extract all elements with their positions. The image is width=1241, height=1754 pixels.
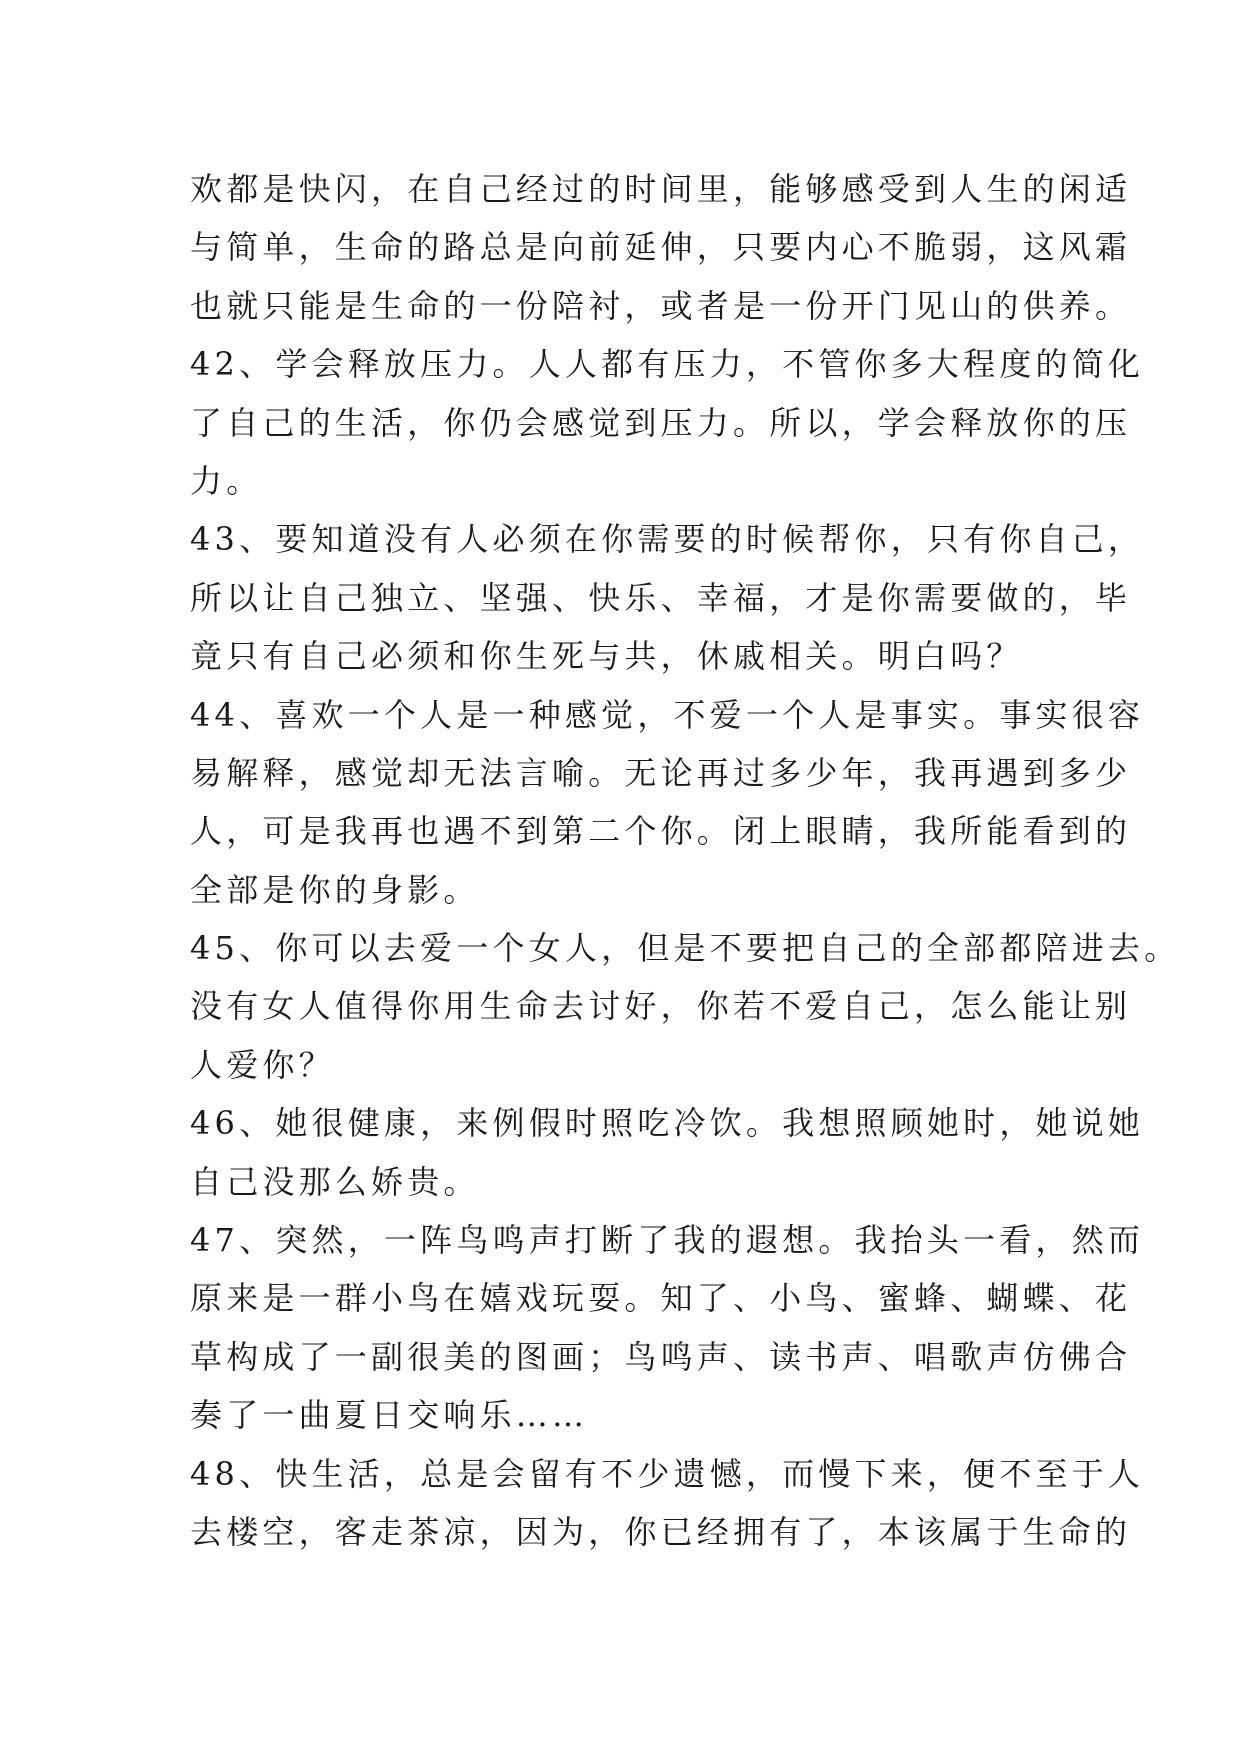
text-line: 了自己的生活，你仍会感觉到压力。所以，学会释放你的压 [190,403,1132,442]
text-line: 45、你可以去爱一个女人，但是不要把自己的全部都陪进去。 [190,929,1181,968]
text-line: 所以让自己独立、坚强、快乐、幸福，才是你需要做的，毕 [190,578,1132,617]
text-line: 43、要知道没有人必须在你需要的时候帮你，只有你自己， [190,520,1145,559]
text-line: 42、学会释放压力。人人都有压力，不管你多大程度的简化 [190,345,1145,384]
text-line: 人，可是我再也遇不到第二个你。闭上眼睛，我所能看到的 [190,812,1132,851]
text-line: 人爱你？ [190,1045,335,1084]
text-line: 全部是你的身影。 [190,870,480,909]
text-line: 44、喜欢一个人是一种感觉，不爱一个人是事实。事实很容 [190,695,1145,734]
text-line: 47、突然，一阵鸟鸣声打断了我的遐想。我抬头一看，然而 [190,1221,1145,1260]
text-line: 欢都是快闪，在自己经过的时间里，能够感受到人生的闲适 [190,170,1132,208]
text-line: 没有女人值得你用生命去讨好，你若不爱自己，怎么能让别 [190,987,1132,1026]
text-line: 草构成了一副很美的图画；鸟鸣声、读书声、唱歌声仿佛合 [190,1337,1132,1376]
text-line: 力。 [190,461,263,500]
text-line: 原来是一群小鸟在嬉戏玩耍。知了、小鸟、蜜蜂、蝴蝶、花 [190,1279,1132,1318]
text-line: 去楼空，客走茶凉，因为，你已经拥有了，本该属于生命的 [190,1512,1132,1551]
body-text [190,160,1181,1561]
text-line: 易解释，感觉却无法言喻。无论再过多少年，我再遇到多少 [190,753,1132,792]
text-line: 奏了一曲夏日交响乐…… [190,1396,589,1435]
text-line: 48、快生活，总是会留有不少遗憾，而慢下来，便不至于人 [190,1454,1145,1493]
text-line: 自己没那么娇贵。 [190,1162,480,1201]
text-line: 46、她很健康，来例假时照吃冷饮。我想照顾她时，她说她 [190,1104,1145,1143]
text-line: 竟只有自己必须和你生死与共，休戚相关。明白吗？ [190,637,1023,676]
text-line: 与简单，生命的路总是向前延伸，只要内心不脆弱，这风霜 [190,228,1132,267]
text-line: 也就只能是生命的一份陪衬，或者是一份开门见山的供养。 [190,286,1132,325]
